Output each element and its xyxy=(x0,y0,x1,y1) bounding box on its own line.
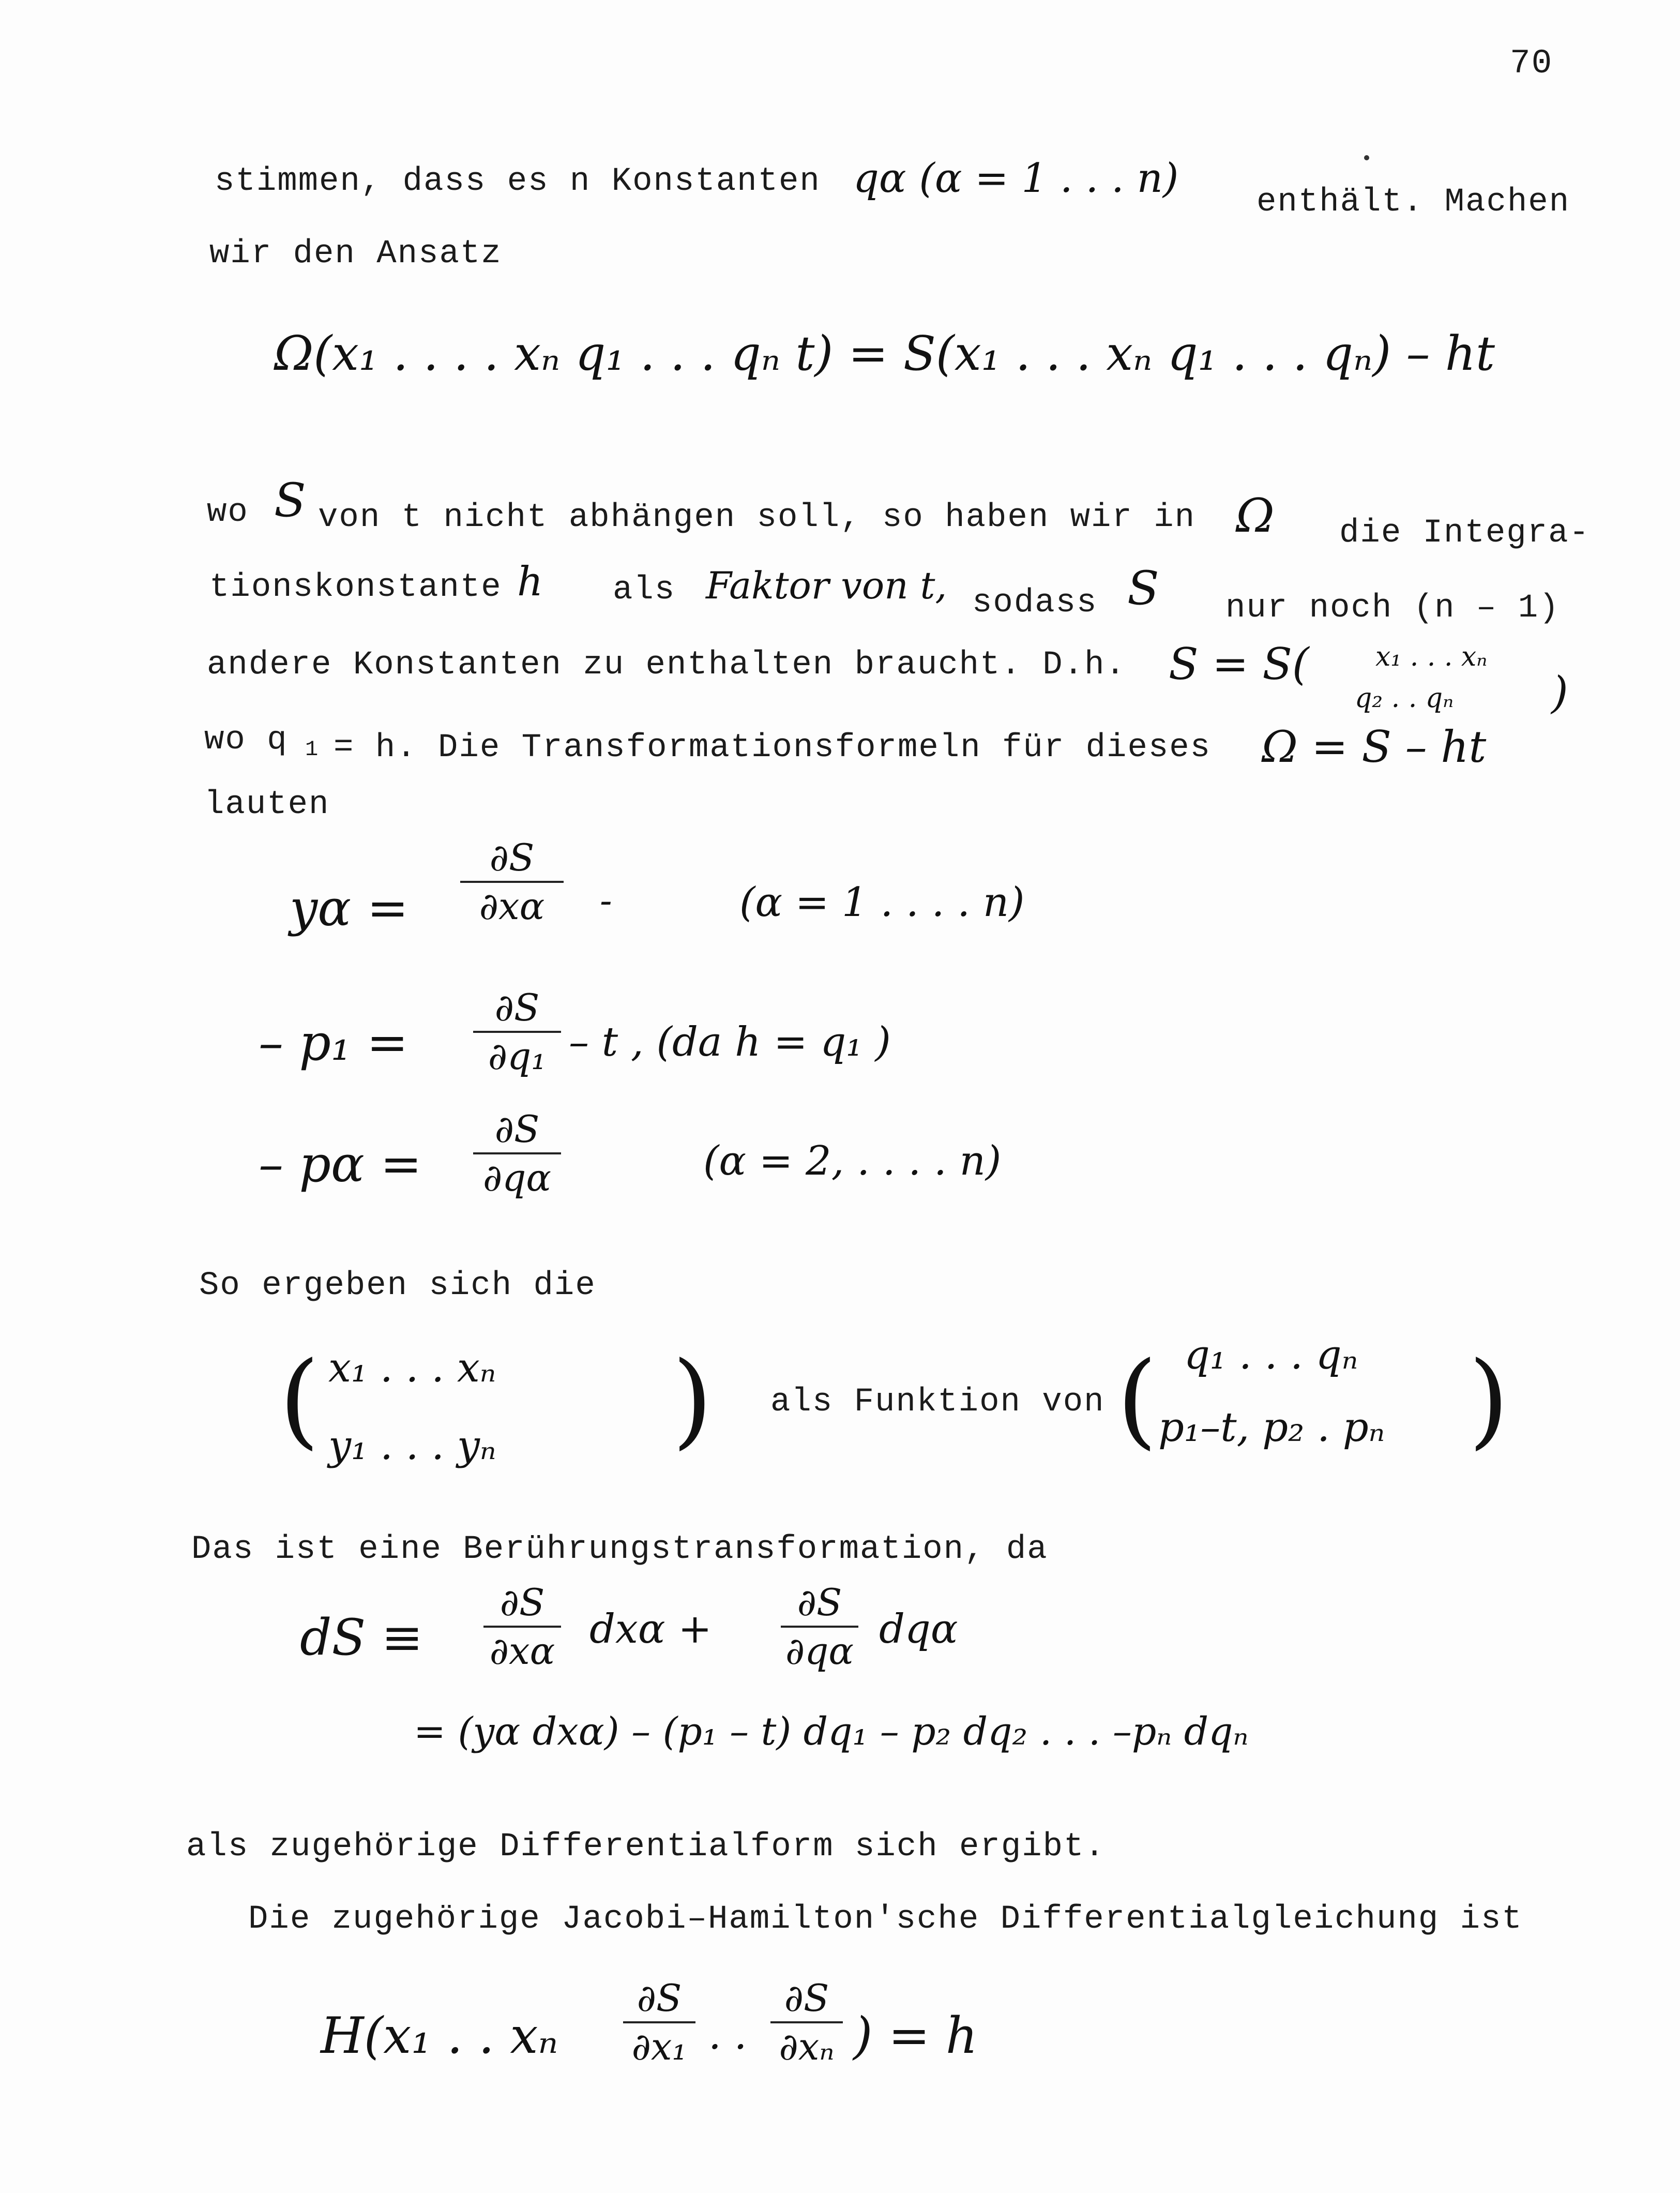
dS-line-2: = (yα dxα) – (p₁ – t) dq₁ – p₂ dq₂ . . . –pₙ dqₙ xyxy=(414,1709,1249,1754)
left-set-top: x₁ . . . xₙ xyxy=(328,1345,496,1391)
fraction-bar xyxy=(770,2021,843,2023)
dS-equation-lhs: dS ≡ xyxy=(300,1609,423,1666)
handwritten-q-alpha: qα (α = 1 . . . n) xyxy=(853,155,1179,202)
hj-dots: . . xyxy=(708,2012,747,2059)
left-set-close-paren: ) xyxy=(672,1340,713,1460)
fraction-bar xyxy=(483,1626,561,1628)
text-line-2: wir den Ansatz xyxy=(209,235,502,273)
left-set-open-paren: ( xyxy=(279,1340,320,1460)
handwritten-S-2: S xyxy=(1127,561,1159,615)
text-line-1b: enthält. Machen xyxy=(1257,184,1570,221)
text-line-5b: als xyxy=(613,572,676,609)
hj-rhs: ) = h xyxy=(853,2007,978,2065)
left-set-bottom: y₁ . . . yₙ xyxy=(328,1422,496,1469)
text-line-12: als zugehörige Differentialform sich ergibt. xyxy=(186,1828,1106,1866)
page-number: 70 xyxy=(1510,44,1553,83)
handwritten-S-args-bottom: q₂ . . qₙ xyxy=(1355,683,1454,714)
equation-2-fraction xyxy=(473,985,561,1078)
handwritten-S-close-paren: ) xyxy=(1551,667,1568,718)
dS-middle: dxα + xyxy=(589,1606,712,1653)
ink-speck xyxy=(1364,155,1369,160)
right-set-open-paren: ( xyxy=(1117,1340,1158,1460)
dS-fraction-2 xyxy=(781,1580,858,1673)
text-line-6a: andere Konstanten zu enthalten braucht. D.h. xyxy=(207,647,1126,684)
equation-1-fraction xyxy=(460,835,564,928)
equation-2-denominator: ∂q₁ xyxy=(488,1034,547,1078)
hj-fraction-1-numerator: ∂S xyxy=(637,1976,682,2020)
dS-end: dqα xyxy=(879,1606,958,1653)
right-set-top: q₁ . . . qₙ xyxy=(1184,1332,1358,1378)
text-line-7b: = h. Die Transformationsformeln für dieses xyxy=(334,729,1212,767)
hj-fraction-2-denominator: ∂xₙ xyxy=(779,2025,835,2068)
hj-fraction-1 xyxy=(623,1976,695,2069)
fraction-bar xyxy=(623,2021,695,2023)
handwritten-Omega-S-ht: Ω = S – ht xyxy=(1262,722,1487,772)
handwritten-Omega: Ω xyxy=(1236,489,1275,543)
equation-2-lhs: – p₁ = xyxy=(259,1014,408,1072)
handwritten-faktor-von-t: Faktor von t, xyxy=(706,564,947,607)
text-line-5c: sodass xyxy=(972,584,1098,622)
dS-fraction-1 xyxy=(483,1580,561,1673)
equation-3-lhs: – pα = xyxy=(259,1135,422,1193)
equation-2-numerator: ∂S xyxy=(494,986,540,1029)
handwritten-S-equals: S = S( xyxy=(1169,639,1309,689)
handwritten-h: h xyxy=(517,559,543,605)
text-line-8: lauten xyxy=(204,786,330,823)
equation-1-lhs: yα = xyxy=(290,879,409,937)
text-line-7-subscript: 1 xyxy=(305,737,320,762)
text-line-4a: wo xyxy=(207,494,249,531)
text-line-10-mid: als Funktion von xyxy=(770,1384,1105,1421)
handwritten-S: S xyxy=(274,473,306,528)
handwritten-S-args-top: x₁ . . . xₙ xyxy=(1375,641,1488,672)
text-line-4c: die Integra- xyxy=(1339,515,1590,552)
equation-2-rhs: – t , (da h = q₁ ) xyxy=(569,1019,891,1065)
equation-3-fraction xyxy=(473,1107,561,1200)
equation-1-denominator: ∂xα xyxy=(479,884,545,928)
fraction-bar xyxy=(473,1152,561,1154)
text-line-5a: tionskonstante xyxy=(209,569,502,606)
right-set-bottom: p₁–t, p₂ . pₙ xyxy=(1158,1404,1385,1451)
hj-fraction-2 xyxy=(770,1976,843,2069)
text-line-9: So ergeben sich die xyxy=(199,1267,596,1304)
dS-fraction-1-denominator: ∂xα xyxy=(489,1629,555,1673)
dS-fraction-2-denominator: ∂qα xyxy=(785,1629,854,1673)
equation-3-numerator: ∂S xyxy=(494,1107,540,1151)
hj-lhs: H(x₁ . . xₙ xyxy=(321,2007,558,2065)
equation-1-dash: - xyxy=(600,879,612,922)
right-set-close-paren: ) xyxy=(1469,1340,1509,1460)
fraction-bar xyxy=(781,1626,858,1628)
dS-fraction-2-numerator: ∂S xyxy=(797,1581,842,1624)
fraction-bar xyxy=(473,1031,561,1033)
equation-1-rhs: (α = 1 . . . . n) xyxy=(739,879,1025,926)
text-line-7a: wo q xyxy=(204,722,288,759)
fraction-bar xyxy=(460,881,564,883)
equation-ansatz: Ω(x₁ . . . . xₙ q₁ . . . qₙ t) = S(x₁ . . . xₙ q₁ . . . qₙ) – ht xyxy=(274,326,1495,381)
text-line-5d: nur noch (n – 1) xyxy=(1225,590,1560,627)
equation-3-denominator: ∂qα xyxy=(483,1156,551,1199)
hj-fraction-2-numerator: ∂S xyxy=(784,1976,829,2020)
equation-3-rhs: (α = 2, . . . . n) xyxy=(703,1138,1002,1184)
dS-fraction-1-numerator: ∂S xyxy=(500,1581,545,1624)
equation-1-numerator: ∂S xyxy=(489,836,535,879)
text-line-13: Die zugehörige Jacobi–Hamilton'sche Differentialgleichung ist xyxy=(248,1901,1523,1938)
text-line-11: Das ist eine Berührungstransformation, da xyxy=(191,1531,1048,1568)
text-line-1a: stimmen, dass es n Konstanten xyxy=(215,163,821,200)
text-line-4b: von t nicht abhängen soll, so haben wir in xyxy=(318,499,1196,536)
hj-fraction-1-denominator: ∂x₁ xyxy=(631,2025,687,2068)
